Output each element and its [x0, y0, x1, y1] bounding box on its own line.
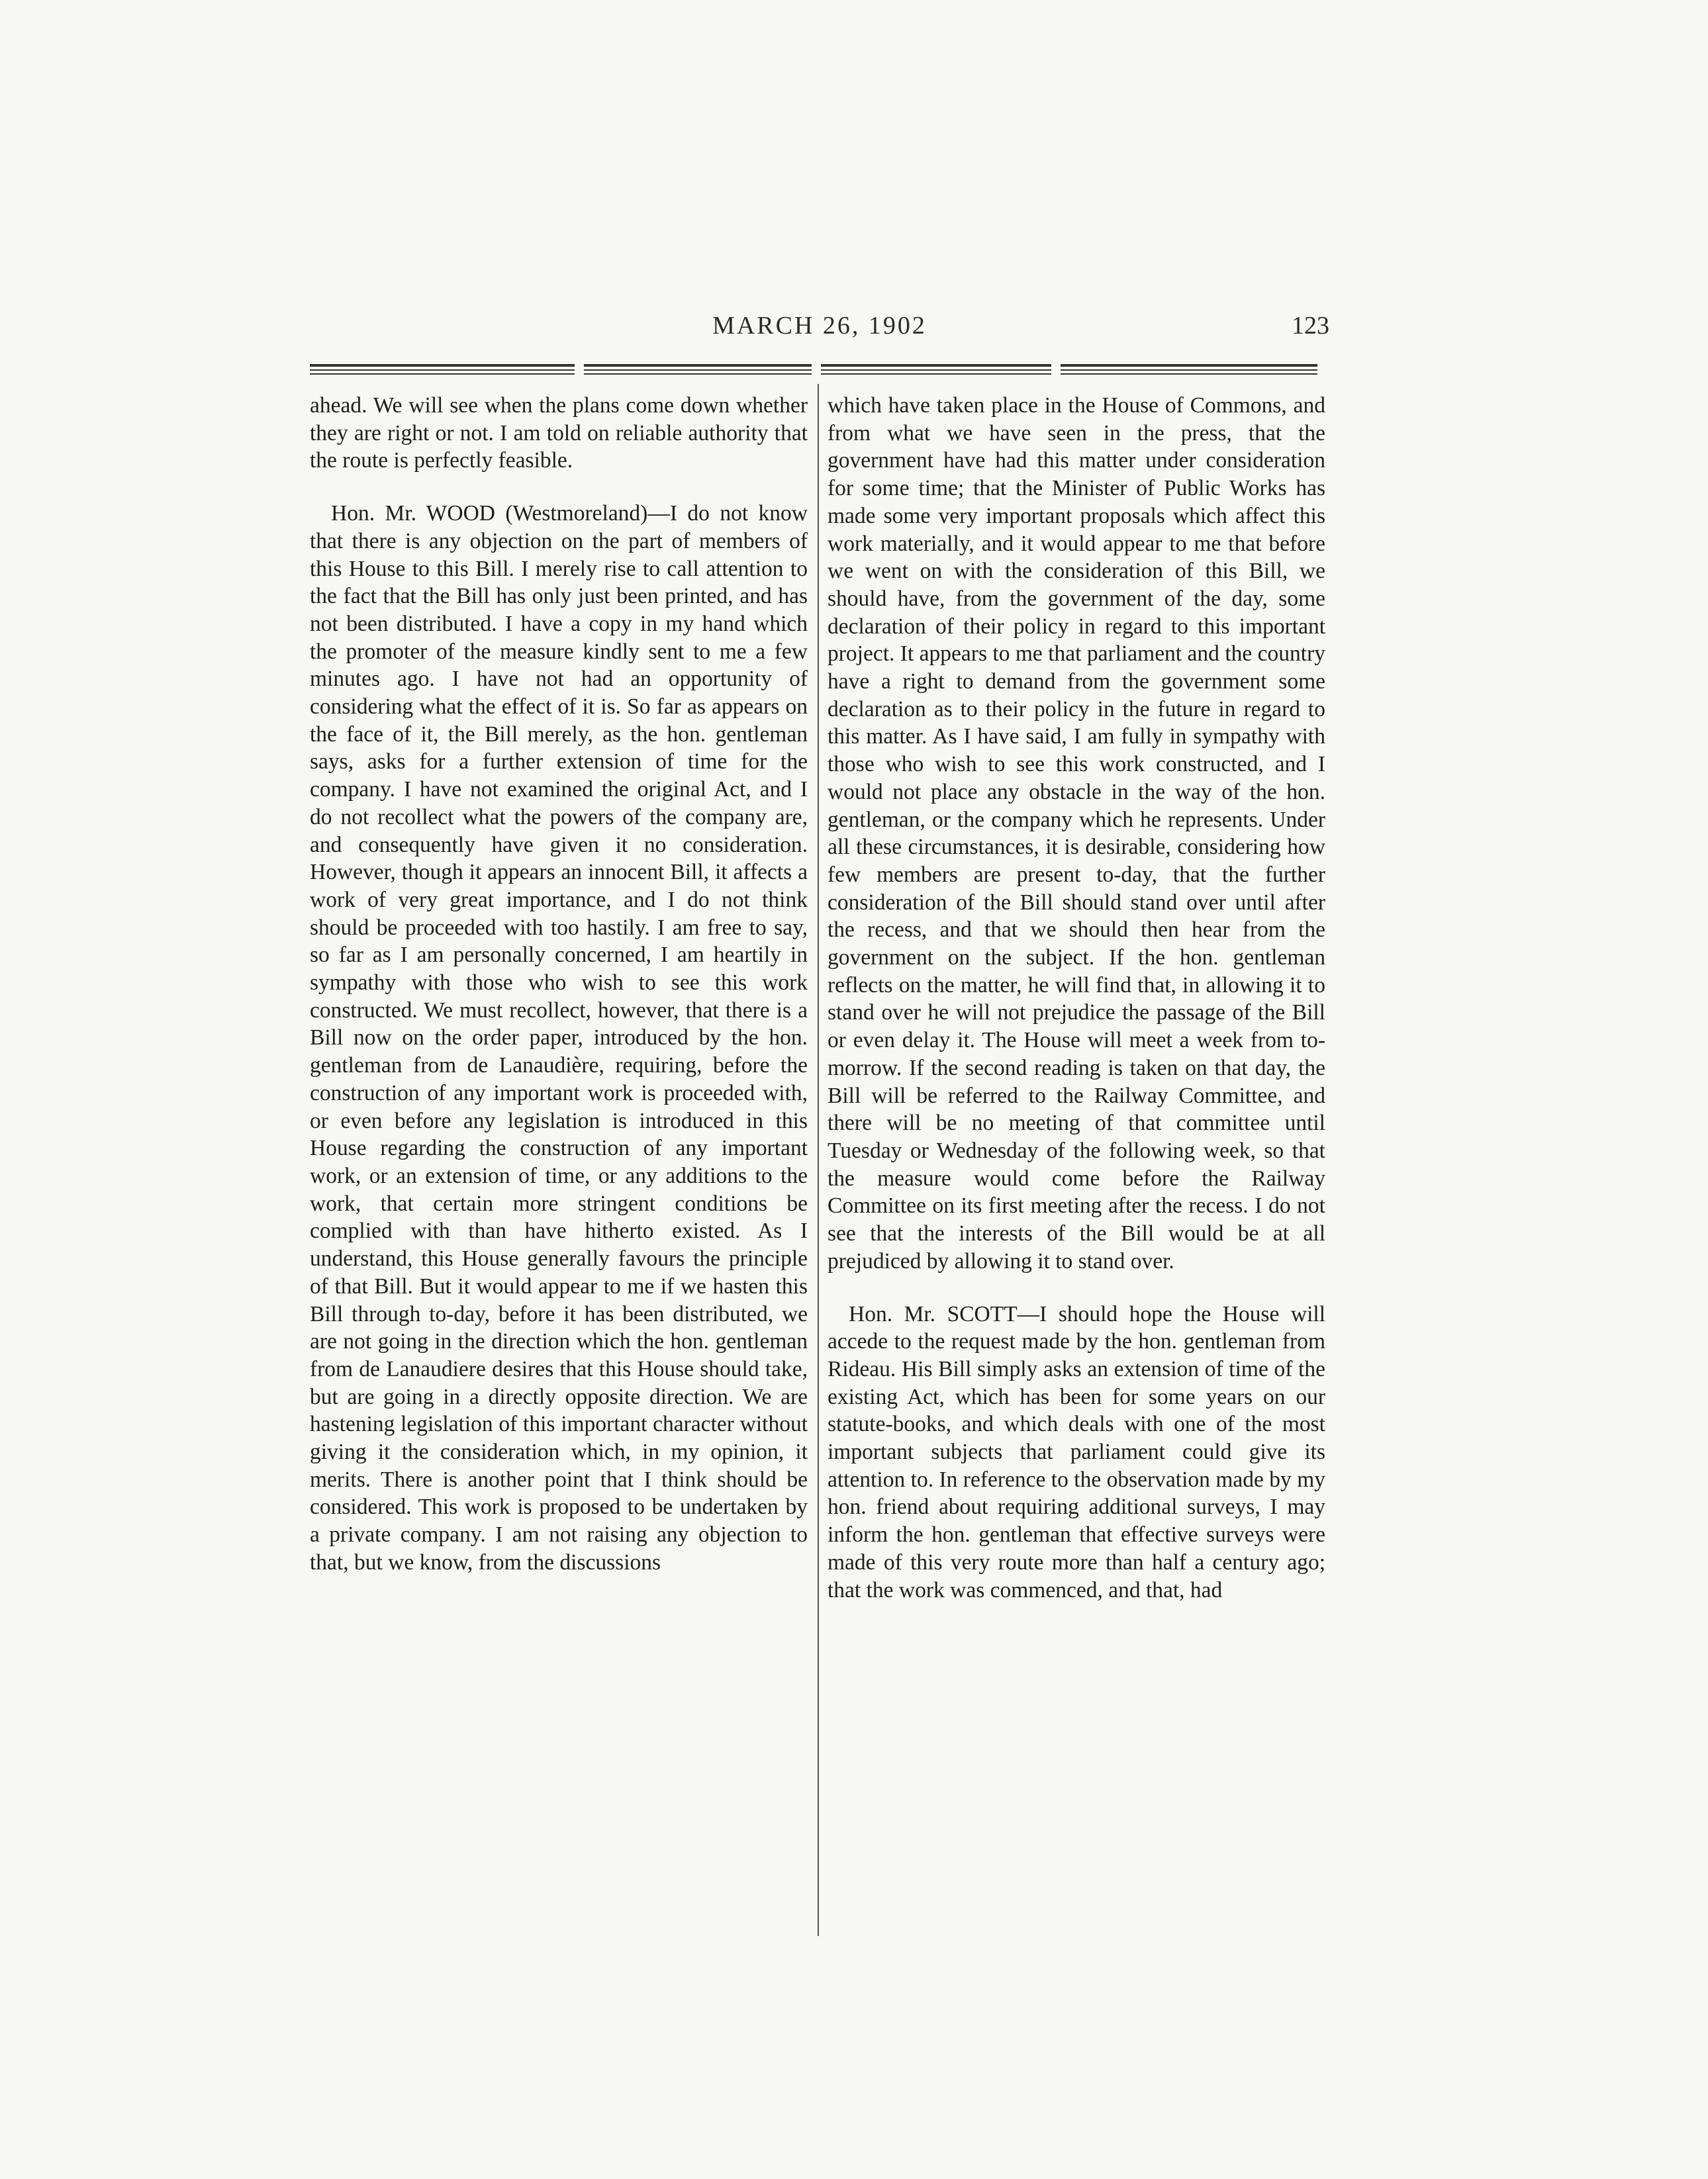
rule-break: [1051, 363, 1061, 377]
page-date: MARCH 26, 1902: [712, 312, 927, 340]
rule-break: [575, 363, 584, 377]
rule-break: [812, 363, 821, 377]
column-divider: [818, 384, 819, 1936]
page-number: 123: [1292, 312, 1329, 340]
paragraph: ahead. We will see when the plans come down whether they are right or not. I am told on reliable authority that the route is perfectly feasible.: [310, 393, 808, 473]
right-column: [828, 392, 1325, 1604]
paragraph: which have taken place in the House of Commons, and from what we have seen in the press, that the government have had this matter under consideration for some time; that the Minister of Public Works has made some very important proposals which affect this work materially, and it would appear to me that before we went on with the consideration of this Bill, we should have, from the government of the day, some declaration of their policy in regard to this important project. It appears to me that parliament and the country have a right to demand from the government some declaration as to their policy in the future in regard to this matter. As I have said, I am fully in sympathy with those who wish to see this work constructed, and I would not place any obstacle in the way of the hon. gentleman, or the company which he represents. Under all these circumstances, it is desirable, considering how few members are present to-day, that the further consideration of the Bill should stand over until after the recess, and that we should then hear from the government on the subject. If the hon. gentleman reflects on the matter, he will find that, in allowing it to stand over he will not prejudice the passage of the Bill or even delay it. The House will meet a week from to-morrow. If the second reading is taken on that day, the Bill will be referred to the Railway Committee, and there will be no meeting of that committee until Tuesday or Wednesday of the following week, so that the measure would come before the Railway Committee on its first meeting after the recess. I do not see that the interests of the Bill would be at all prejudiced by allowing it to stand over.: [828, 393, 1325, 1274]
header-rule: [310, 364, 1317, 377]
page-header: [310, 308, 1329, 348]
left-column: [310, 392, 808, 1577]
paragraph: Hon. Mr. WOOD (Westmoreland)—I do not know that there is any objection on the part of members of this House to this Bill. I merely rise to call attention to the fact that the Bill has only just been printed, and has not been distributed. I have a copy in my hand which the promoter of the measure kindly sent to me a few minutes ago. I have not had an opportunity of considering what the effect of it is. So far as appears on the face of it, the Bill merely, as the hon. gentleman says, asks for a further extension of time for the company. I have not examined the original Act, and I do not recollect what the powers of the company are, and consequently have given it no consideration. However, though it appears an innocent Bill, it affects a work of very great importance, and I do not think should be proceeded with too hastily. I am free to say, so far as I am personally concerned, I am heartily in sympathy with those who wish to see this work constructed. We must recollect, however, that there is a Bill now on the order paper, introduced by the hon. gentleman from de Lanaudière, requiring, before the construction of any important work is proceeded with, or even before any legislation is introduced in this House regarding the construction of any important work, or an extension of time, or any additions to the work, that certain more stringent conditions be complied with than have hitherto existed. As I understand, this House generally favours the principle of that Bill. But it would appear to me if we hasten this Bill through to-day, before it has been distributed, we are not going in the direction which the hon. gentleman from de Lanaudiere desires that this House should take, but are going in a directly opposite direction. We are hastening legislation of this important character without giving it the consideration which, in my opinion, it merits. There is another point that I think should be considered. This work is proposed to be undertaken by a private company. I am not raising any objection to that, but we know, from the discussions: [310, 501, 808, 1575]
paragraph: Hon. Mr. SCOTT—I should hope the House will accede to the request made by the hon. gentleman from Rideau. His Bill simply asks an extension of time of the existing Act, which has been for some years on our statute-books, and which deals with one of the most important subjects that parliament could give its attention to. In reference to the observation made by my hon. friend about requiring additional surveys, I may inform the hon. gentleman that effective surveys were made of this very route more than half a century ago; that the work was commenced, and that, had: [828, 1301, 1325, 1602]
